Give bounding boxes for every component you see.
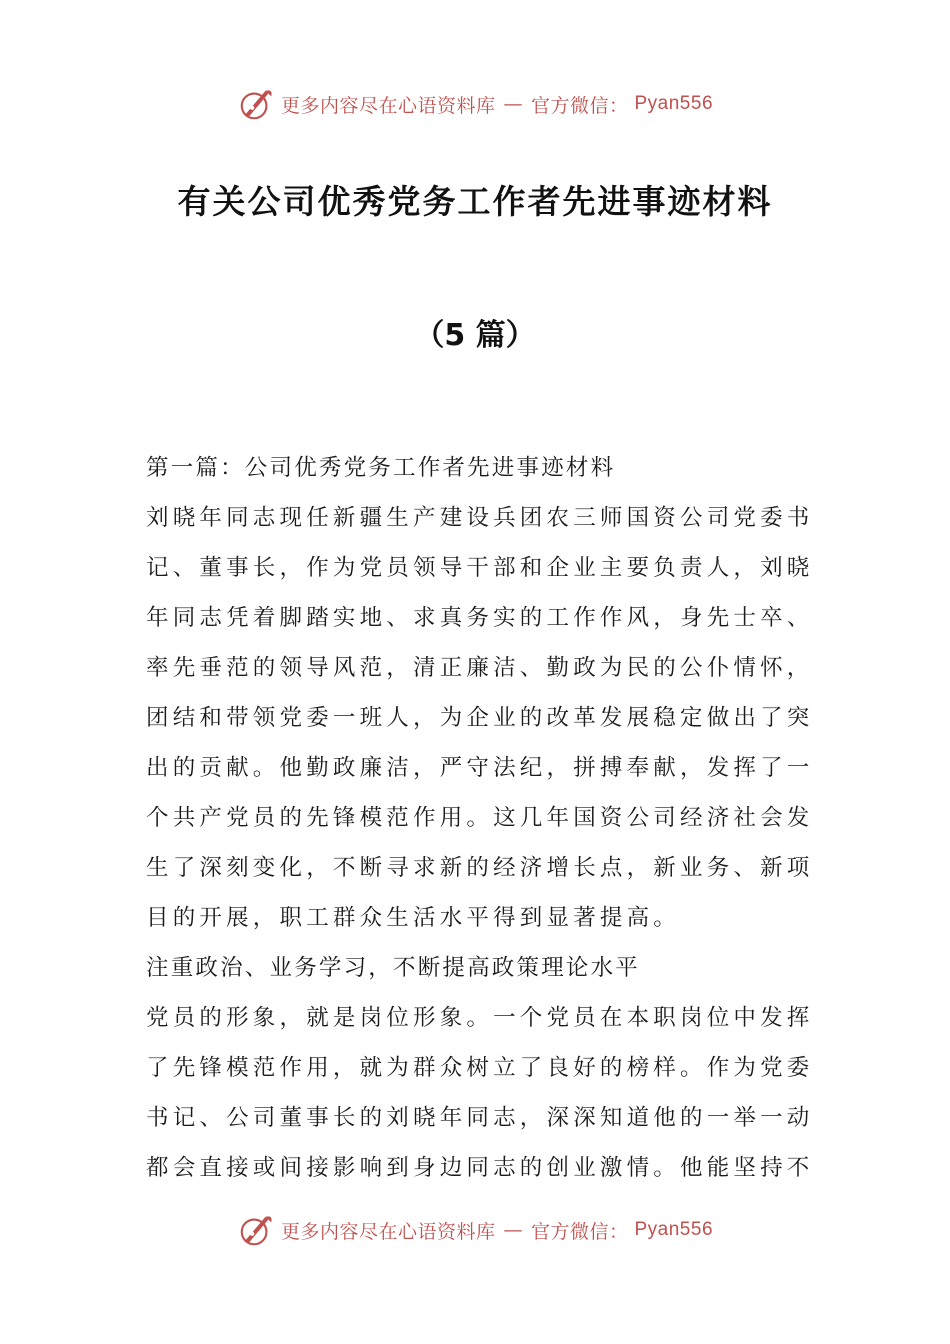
body-line: 书记、公司董事长的刘晓年同志，深深知道他的一举一动 — [146, 1105, 814, 1131]
body-line: 出的贡献。他勤政廉洁，严守法纪，拼搏奉献，发挥了一 — [146, 755, 814, 781]
watermark-official-label: 官方微信： — [530, 1220, 629, 1243]
watermark-official-label: 官方微信： — [530, 94, 629, 117]
quill-logo-icon — [237, 1211, 275, 1249]
body-line: 了先锋模范作用，就为群众树立了良好的榜样。作为党委 — [146, 1055, 814, 1081]
body-line: 记、董事长，作为党员领导干部和企业主要负责人，刘晓 — [146, 555, 814, 581]
document-body — [146, 448, 814, 1198]
watermark-separator: — — [503, 93, 523, 115]
watermark-separator: — — [503, 1219, 523, 1241]
section-heading: 第一篇：公司优秀党务工作者先进事迹材料 — [146, 455, 616, 481]
subsection-heading: 注重政治、业务学习，不断提高政策理论水平 — [146, 955, 641, 981]
body-line: 团结和带领党委一班人，为企业的改革发展稳定做出了突 — [146, 705, 814, 731]
body-line: 个共产党员的先锋模范作用。这几年国资公司经济社会发 — [146, 805, 814, 831]
watermark-wechat-id: Pyan556 — [634, 1219, 714, 1240]
header-watermark — [0, 82, 950, 126]
document-title: 有关公司优秀党务工作者先进事迹材料 — [177, 182, 773, 221]
watermark-site-text: 更多内容尽在心语资料库 — [280, 94, 496, 117]
body-line: 刘晓年同志现任新疆生产建设兵团农三师国资公司党委书 — [146, 505, 814, 531]
body-line: 目的开展，职工群众生活水平得到显著提高。 — [146, 905, 681, 931]
quill-logo-icon — [237, 85, 275, 123]
body-line: 都会直接或间接影响到身边同志的创业激情。他能坚持不 — [146, 1155, 814, 1181]
watermark-site-text: 更多内容尽在心语资料库 — [280, 1220, 496, 1243]
watermark-wechat-id: Pyan556 — [634, 93, 714, 114]
body-line: 党员的形象，就是岗位形象。一个党员在本职岗位中发挥 — [146, 1005, 814, 1031]
body-line: 年同志凭着脚踏实地、求真务实的工作作风，身先士卒、 — [146, 605, 814, 631]
footer-watermark — [0, 1208, 950, 1252]
body-line: 生了深刻变化，不断寻求新的经济增长点，新业务、新项 — [146, 855, 814, 881]
document-subtitle: （5 篇） — [414, 318, 536, 353]
body-line: 率先垂范的领导风范，清正廉洁、勤政为民的公仆情怀， — [146, 655, 814, 681]
